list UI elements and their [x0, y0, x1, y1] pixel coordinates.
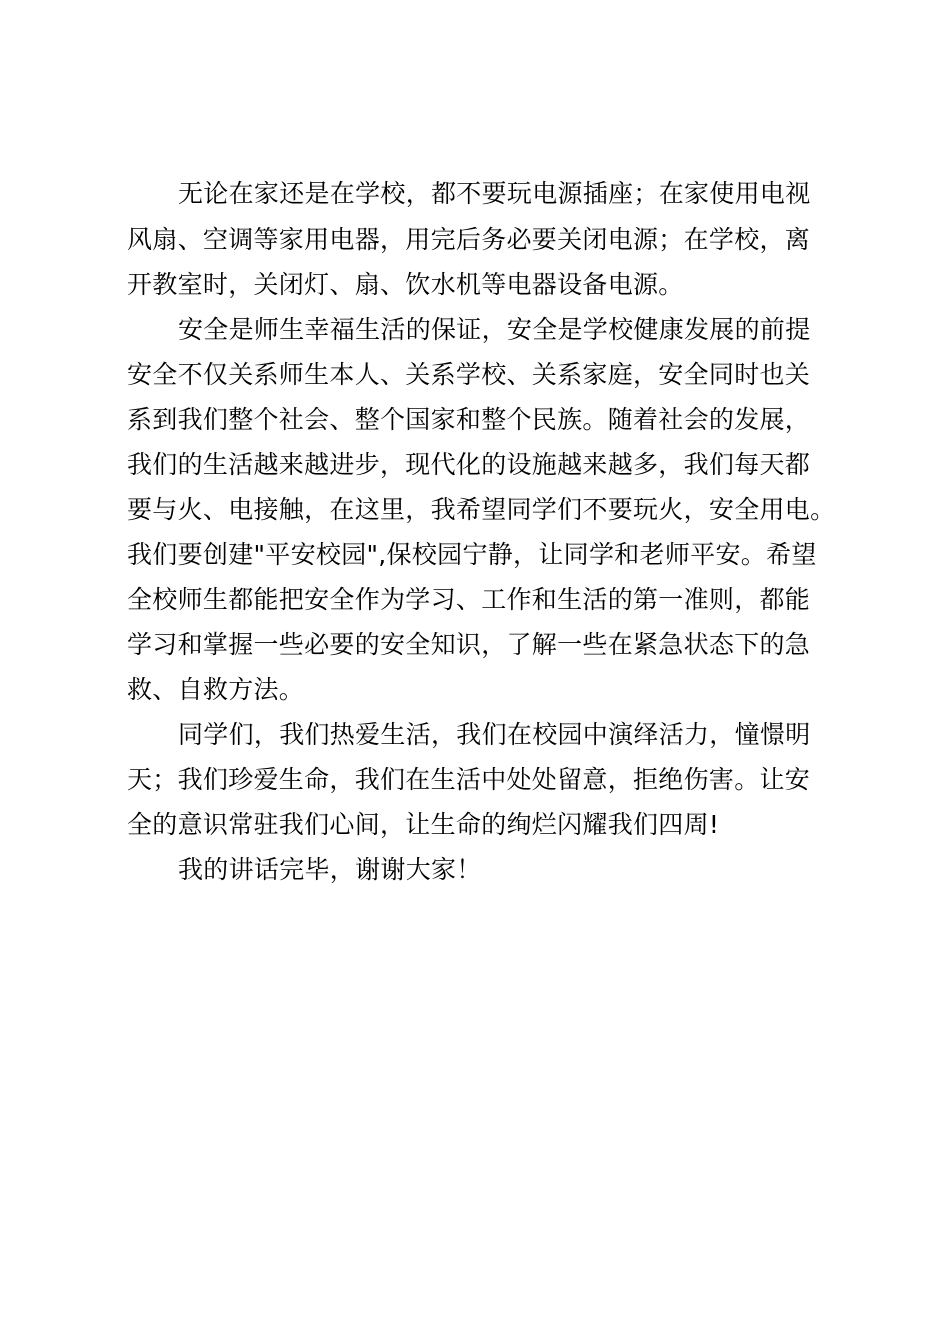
paragraph-2-line-9: 救、自救方法。 [127, 675, 305, 704]
paragraph-1-line-2: 风扇、空调等家用电器，用完后务必要关闭电源；在学校，离 [127, 225, 811, 254]
paragraph-2-line-1: 安全是师生幸福生活的保证，安全是学校健康发展的前提 [178, 315, 811, 344]
paragraph-2-line-4: 我们的生活越来越进步，现代化的设施越来越多，我们每天都 [127, 450, 811, 479]
paragraph-2-line-6: 我们要创建"平安校园",保校园宁静，让同学和老师平安。希望 [127, 540, 817, 569]
paragraph-2-line-3: 系到我们整个社会、整个国家和整个民族。随着社会的发展， [127, 405, 811, 434]
paragraph-1-line-1: 无论在家还是在学校，都不要玩电源插座；在家使用电视 [178, 179, 811, 208]
paragraph-1-line-3: 开教室时，关闭灯、扇、饮水机等电器设备电源。 [127, 270, 684, 299]
paragraph-3-line-2: 天；我们珍爱生命，我们在生活中处处留意，拒绝伤害。让安 [127, 765, 811, 794]
paragraph-3-line-1: 同学们，我们热爱生活，我们在校园中演绎活力，憧憬明 [178, 720, 811, 749]
paragraph-4-line-1: 我的讲话完毕，谢谢大家！ [178, 855, 482, 884]
paragraph-3-line-3: 全的意识常驻我们心间，让生命的绚烂闪耀我们四周! [127, 810, 720, 839]
paragraph-2-line-2: 安全不仅关系师生本人、关系学校、关系家庭，安全同时也关 [127, 360, 811, 389]
paragraph-2-line-5: 要与火、电接触，在这里，我希望同学们不要玩火，安全用电。 [127, 495, 836, 524]
paragraph-2-line-8: 学习和掌握一些必要的安全知识，了解一些在紧急状态下的急 [127, 630, 811, 659]
paragraph-2-line-7: 全校师生都能把安全作为学习、工作和生活的第一准则，都能 [127, 585, 811, 614]
